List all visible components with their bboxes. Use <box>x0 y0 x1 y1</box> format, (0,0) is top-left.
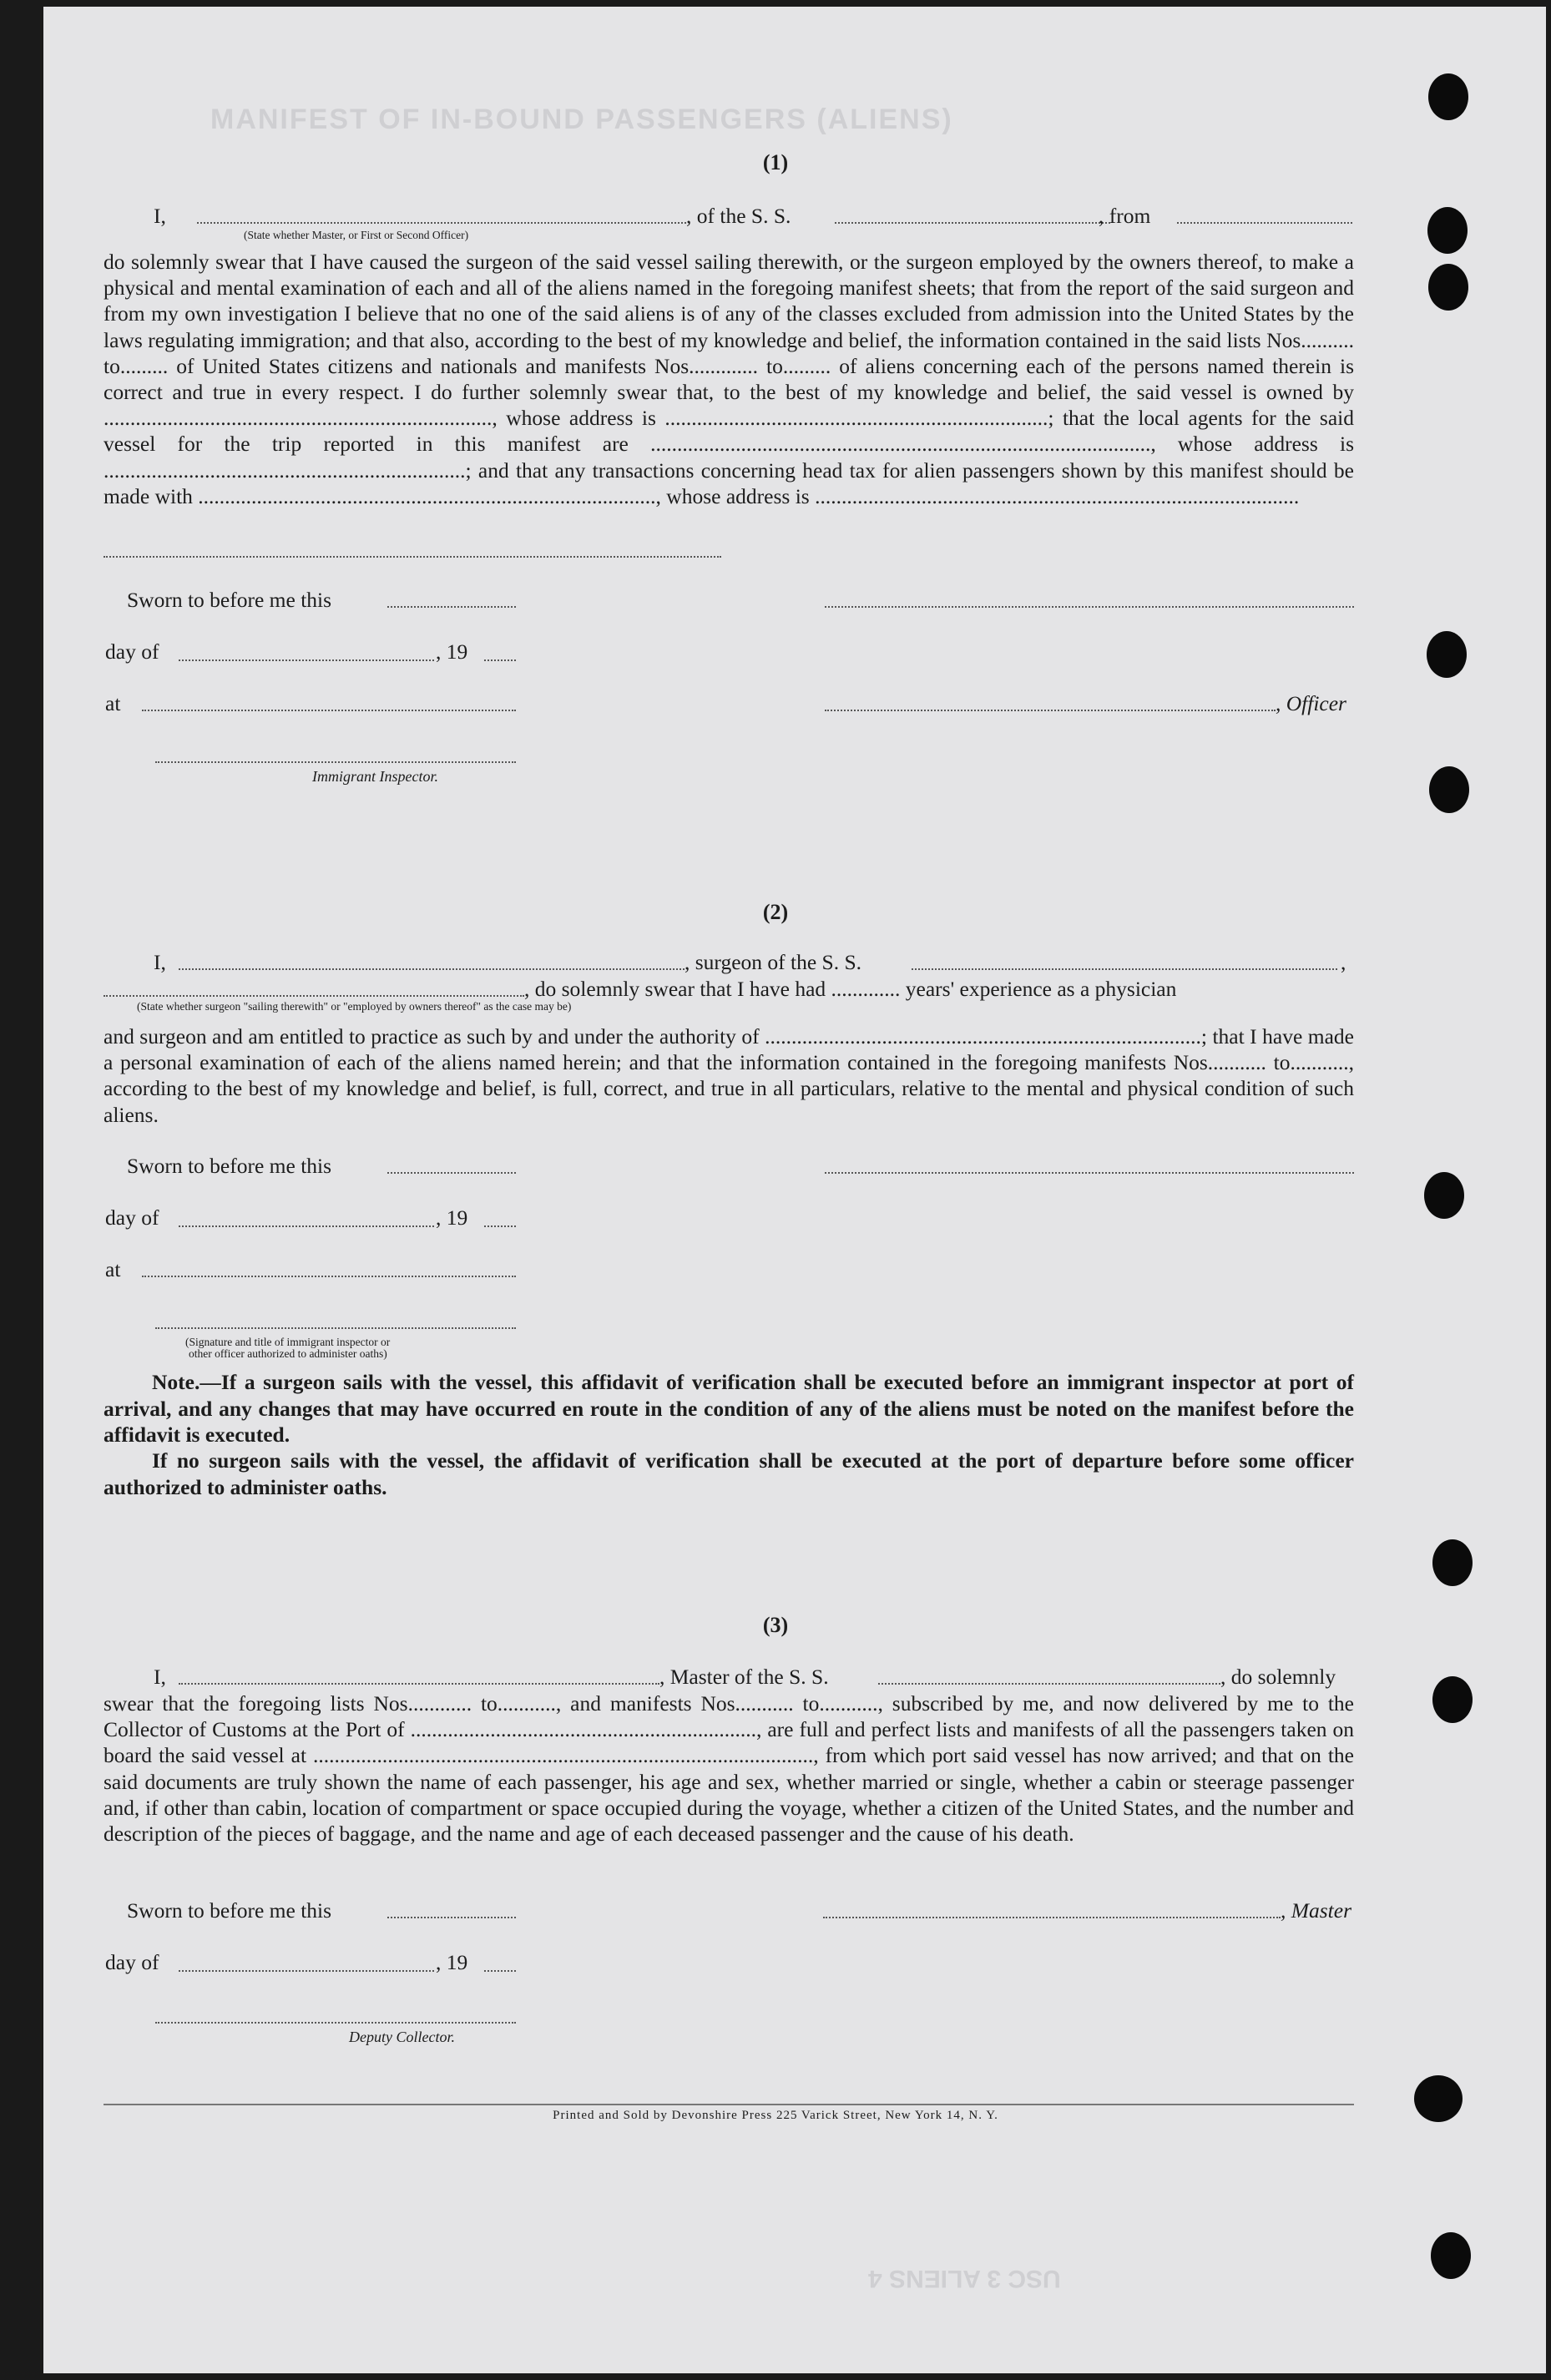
s2-at-label: at <box>105 1257 121 1281</box>
s2-comma: , <box>1341 950 1346 974</box>
s3-solemnly-label: , do solemnly <box>1220 1665 1336 1689</box>
binder-hole <box>1428 73 1468 120</box>
s1-inspector-signature-field[interactable] <box>155 761 516 763</box>
s3-sworn-label: Sworn to before me this <box>127 1898 332 1923</box>
s3-collector-signature-field[interactable] <box>155 2022 516 2024</box>
binder-hole <box>1429 766 1469 813</box>
s2-oath-paragraph: and surgeon and am entitled to practice as such by and under the authority of ..................................................................................; that I have made a personal examination of each of the aliens named herein; and that the information contained in the foregoing manifests Nos........... to..........., according to the best of my knowledge and belief, is full, correct, and true in all particulars, relative to the mental and physical condition of such aliens. <box>104 1024 1354 1127</box>
archive-stamp: USC 3 ALIENS 4 <box>868 2265 1061 2292</box>
s3-sworn-date-field[interactable] <box>387 1917 516 1918</box>
s2-sworn-date-field[interactable] <box>387 1172 516 1174</box>
s1-signature-field[interactable] <box>825 606 1354 608</box>
printer-imprint: Printed and Sold by Devonshire Press 225 Varick Street, New York 14, N. Y. <box>553 2109 998 2122</box>
s2-surgeon-name-field[interactable] <box>179 968 685 970</box>
binder-hole <box>1424 1172 1464 1219</box>
s1-sworn-label: Sworn to before me this <box>127 588 332 612</box>
s3-year-field[interactable] <box>484 1970 516 1972</box>
s3-master-of-ss-label: , Master of the S. S. <box>659 1665 829 1689</box>
s1-oath-paragraph: do solemnly swear that I have caused the surgeon of the said vessel sailing therewith, or the surgeon employed by the owners thereof, to make a physical and mental examination of each and all of the aliens named in the foregoing manifest sheets; that from the report of the said surgeon and from my own investigation I believe that no one of the said aliens is of any of the classes excluded from admission into the United States by the laws regulating immigration; and that also, according to the best of my knowledge and belief, the information contained in the said lists Nos.......... to......... of United States citizens and nationals and manifests Nos............. to......... of aliens concerning each of the persons named therein is correct and true in every respect. I do further solemnly swear that, to the best of my knowledge and belief, the said vessel is owned by ........................................................................., whose address is ........................................................................; that the local agents for the said vessel for the trip reported in this manifest are .............................................................................................., whose address is ....................................................................; and that any transactions concerning head tax for alien passengers shown by this manifest should be made with ......................................................................................, whose address is ........................................................................................... <box>104 250 1354 508</box>
s2-signature-field[interactable] <box>825 1172 1354 1174</box>
binder-hole <box>1432 1539 1473 1586</box>
s3-month-field[interactable] <box>179 1970 434 1972</box>
footer-rule <box>104 2104 1354 2105</box>
s1-at-label: at <box>105 691 121 715</box>
s1-month-field[interactable] <box>179 659 434 661</box>
s2-day-of-label: day of <box>105 1205 159 1230</box>
s1-officer-name-field[interactable] <box>197 222 686 224</box>
binder-hole <box>1427 631 1467 678</box>
binder-hole <box>1431 2232 1471 2279</box>
s2-i-label: I, <box>154 950 166 974</box>
note-paragraph-2: If no surgeon sails with the vessel, the affidavit of verification shall be executed at the port of departure before some officer authorized to administer oaths. <box>104 1448 1354 1499</box>
s2-year-label: , 19 <box>436 1205 468 1230</box>
s2-signature-caption-1: (Signature and title of immigrant inspector or <box>185 1336 391 1348</box>
s3-year-label: , 19 <box>436 1950 468 1974</box>
s2-inspector-signature-field[interactable] <box>155 1327 516 1329</box>
binder-hole <box>1428 264 1468 311</box>
section-3-number: (3) <box>762 1613 789 1637</box>
s1-extra-field[interactable] <box>104 556 721 558</box>
s3-signature-field[interactable] <box>823 1917 1281 1918</box>
s2-month-field[interactable] <box>179 1225 434 1227</box>
binder-hole <box>1432 1676 1473 1723</box>
s1-master-caption: (State whether Master, or First or Second Officer) <box>244 229 469 241</box>
s2-year-field[interactable] <box>484 1225 516 1227</box>
section-2-number: (2) <box>762 900 789 924</box>
s1-year-field[interactable] <box>484 659 516 661</box>
s2-sworn-label: Sworn to before me this <box>127 1154 332 1178</box>
s3-i-label: I, <box>154 1665 166 1689</box>
s1-inspector-caption: Immigrant Inspector. <box>312 768 438 785</box>
s3-oath-paragraph: swear that the foregoing lists Nos............ to..........., and manifests Nos........... to..........., subscribed by me, and now delivered by me to the Collector of Customs at the Port of ................................................................., are full and perfect lists and manifests of all the passengers taken on board the said vessel at .............................................................................................., from which port said vessel has now arrived; and that on the said documents are truly shown the name of each passenger, his age and sex, whether married or single, whether a cabin or steerage passenger and, if other than cabin, location of compartment or space occupied during the voyage, whether a citizen of the United States, and the number and description of the pieces of baggage, and the name and age of each deceased passenger and the cause of his death. <box>104 1691 1354 1847</box>
s2-ship-name-field[interactable] <box>912 968 1337 970</box>
s2-surgeon-caption: (State whether surgeon "sailing therewith" or "employed by owners thereof" as the case may be) <box>137 1000 572 1013</box>
section-1-number: (1) <box>762 150 789 174</box>
s1-ship-name-field[interactable] <box>835 222 1110 224</box>
s3-collector-caption: Deputy Collector. <box>349 2029 455 2045</box>
s2-experience-line: , do solemnly swear that I have had ............. years' experience as a physician <box>524 977 1177 1001</box>
s2-surgeon-of-ss-label: , surgeon of the S. S. <box>685 950 862 974</box>
s3-day-of-label: day of <box>105 1950 159 1974</box>
s1-i-label: I, <box>154 204 166 228</box>
s1-year-label: , 19 <box>436 639 468 664</box>
s3-master-name-field[interactable] <box>179 1683 659 1685</box>
s2-at-field[interactable] <box>142 1276 516 1277</box>
bleed-through-header: MANIFEST OF IN-BOUND PASSENGERS (ALIENS) <box>210 104 953 135</box>
s1-officer-label: , Officer <box>1276 691 1346 715</box>
s3-master-label: , Master <box>1281 1898 1351 1923</box>
s1-at-field[interactable] <box>142 710 516 711</box>
s1-from-label: , from <box>1099 204 1151 228</box>
s1-day-of-label: day of <box>105 639 159 664</box>
s1-from-port-field[interactable] <box>1177 222 1352 224</box>
s3-ship-name-field[interactable] <box>878 1683 1220 1685</box>
binder-hole <box>1427 207 1468 254</box>
s2-signature-caption-2: other officer authorized to administer oaths) <box>189 1347 387 1360</box>
s1-officer-field[interactable] <box>825 710 1276 711</box>
s2-surgeon-type-field[interactable] <box>104 995 524 997</box>
s1-sworn-date-field[interactable] <box>387 606 516 608</box>
note-paragraph-1: Note.—If a surgeon sails with the vessel, this affidavit of verification shall be executed before an immigrant inspector at port of arrival, and any changes that may have occurred en route in the condition of any of the aliens must be noted on the manifest before the affidavit is executed. <box>104 1370 1354 1447</box>
s1-of-ss-label: , of the S. S. <box>686 204 791 228</box>
